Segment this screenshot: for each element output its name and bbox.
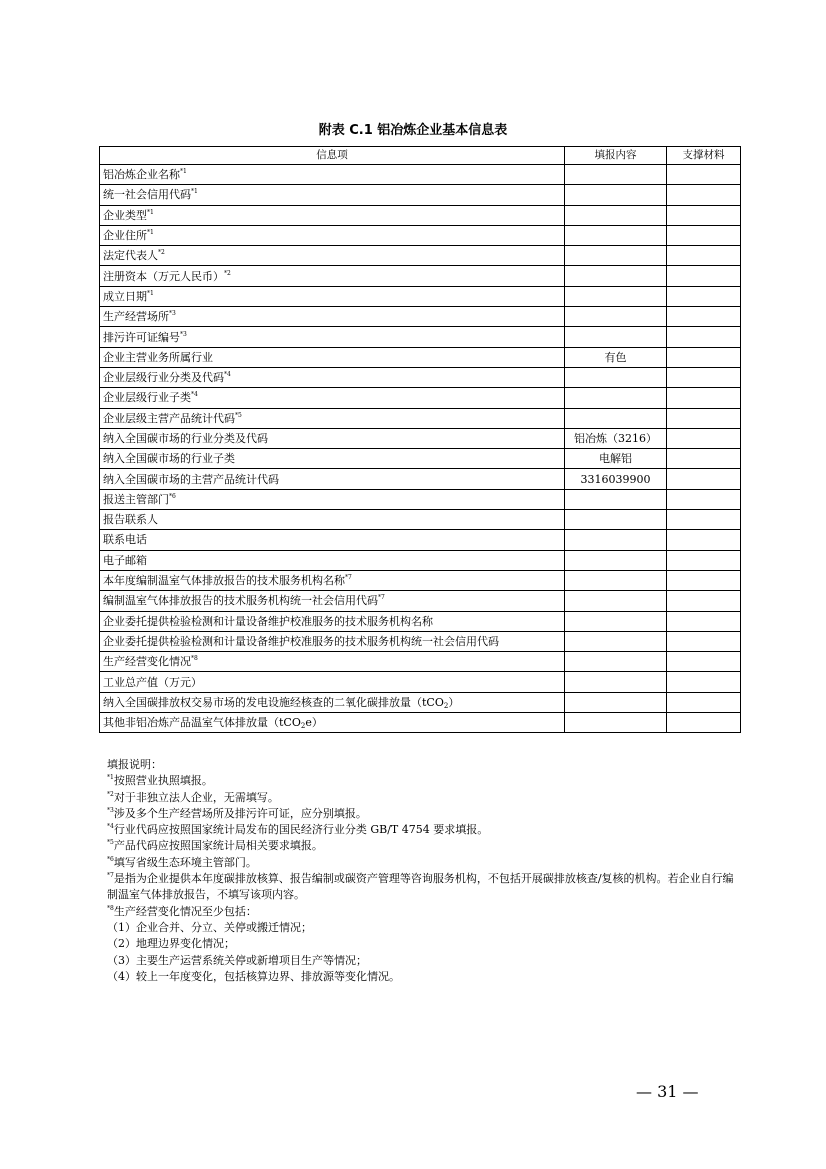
footnote-ref: *1 — [147, 289, 154, 297]
row-label: 工业总产值（万元） — [100, 672, 565, 692]
row-support[interactable] — [667, 469, 741, 489]
table-row — [100, 550, 741, 570]
note-item: $^{*5}$产品代码应按照国家统计局相关要求填报。 — [107, 839, 323, 853]
row-support[interactable] — [667, 286, 741, 306]
table-row — [100, 367, 741, 387]
footnote-ref: *3 — [180, 330, 187, 338]
table-row — [100, 530, 741, 550]
table-row — [100, 611, 741, 631]
row-support[interactable] — [667, 327, 741, 347]
row-value[interactable] — [565, 550, 667, 570]
footnote-ref: *1 — [147, 229, 154, 237]
notes-list — [107, 773, 735, 920]
row-support[interactable] — [667, 347, 741, 367]
row-value[interactable] — [565, 246, 667, 266]
row-support[interactable] — [667, 165, 741, 185]
footnote-ref: *2 — [158, 249, 165, 257]
row-support[interactable] — [667, 591, 741, 611]
table-row — [100, 205, 741, 225]
row-value[interactable] — [565, 225, 667, 245]
row-support[interactable] — [667, 510, 741, 530]
table-row — [100, 449, 741, 469]
table-row — [100, 489, 741, 509]
row-support[interactable] — [667, 246, 741, 266]
row-support[interactable] — [667, 225, 741, 245]
row-label: 企业层级行业子类$^{*4}$ — [100, 388, 565, 408]
row-value[interactable] — [565, 510, 667, 530]
row-label: 企业委托提供检验检测和计量设备维护校准服务的技术服务机构统一社会信用代码 — [100, 631, 565, 651]
footnote-ref: *1 — [191, 188, 198, 196]
row-value[interactable] — [565, 165, 667, 185]
footnote-ref: *3 — [169, 310, 176, 318]
row-value[interactable]: 3316039900 — [565, 469, 667, 489]
row-label: 报告联系人 — [100, 510, 565, 530]
footnote-ref: *1 — [147, 208, 154, 216]
footnote-ref: *4 — [191, 391, 198, 399]
footnote-ref: *7 — [345, 574, 352, 582]
note-sub-item: （3）主要生产运营系统关停或新增项目生产等情况； — [107, 953, 367, 967]
notes-sub-list — [107, 920, 735, 985]
table-row — [100, 428, 741, 448]
table-row — [100, 388, 741, 408]
row-value[interactable] — [565, 692, 667, 712]
note-item: $^{*4}$行业代码应按照国家统计局发布的国民经济行业分类 GB/T 4754 要求填报。 — [107, 823, 489, 837]
row-value[interactable] — [565, 408, 667, 428]
note-item: $^{*7}$是指为企业提供本年度碳排放核算、报告编制或碳资产管理等咨询服务机构，不包括开展碳排放核查/复核的机构。若企业自行编制温室气体排放报告，不填写该项内容。 — [107, 872, 734, 902]
row-label: 铝冶炼企业名称$^{*1}$ — [100, 165, 565, 185]
row-value[interactable] — [565, 570, 667, 590]
row-label: 纳入全国碳市场的主营产品统计代码 — [100, 469, 565, 489]
table-row — [100, 286, 741, 306]
footnote-ref: *4 — [224, 371, 231, 379]
row-label: 其他非铝冶炼产品温室气体排放量（tCO$_2$e） — [100, 713, 565, 733]
row-label: 成立日期$^{*1}$ — [100, 286, 565, 306]
row-label: 企业层级行业分类及代码$^{*4}$ — [100, 367, 565, 387]
table-row — [100, 510, 741, 530]
row-label: 电子邮箱 — [100, 550, 565, 570]
note-sub-item: （4）较上一年度变化，包括核算边界、排放源等变化情况。 — [107, 969, 400, 983]
note-sub-item: （1）企业合并、分立、关停或搬迁情况； — [107, 920, 312, 934]
row-support[interactable] — [667, 652, 741, 672]
row-value[interactable] — [565, 591, 667, 611]
row-support[interactable] — [667, 692, 741, 712]
footnote-ref: *8 — [191, 655, 198, 663]
row-label: 企业层级主营产品统计代码$^{*5}$ — [100, 408, 565, 428]
row-value[interactable] — [565, 266, 667, 286]
table-row — [100, 225, 741, 245]
row-value[interactable] — [565, 327, 667, 347]
row-value[interactable]: 有色 — [565, 347, 667, 367]
row-label: 纳入全国碳市场的行业子类 — [100, 449, 565, 469]
row-support[interactable] — [667, 388, 741, 408]
row-label: 企业委托提供检验检测和计量设备维护校准服务的技术服务机构名称 — [100, 611, 565, 631]
row-label: 企业住所$^{*1}$ — [100, 225, 565, 245]
row-support[interactable] — [667, 570, 741, 590]
page-number: — 31 — — [636, 1082, 699, 1101]
footnote-ref: *7 — [378, 594, 385, 602]
table-header-row — [100, 147, 741, 165]
row-value[interactable]: 电解铝 — [565, 449, 667, 469]
footnote-ref: *2 — [224, 269, 231, 277]
header-info-item: 信息项 — [100, 147, 565, 165]
row-value[interactable] — [565, 205, 667, 225]
row-label: 生产经营变化情况$^{*8}$ — [100, 652, 565, 672]
row-support[interactable] — [667, 713, 741, 733]
note-item: $^{*8}$生产经营变化情况至少包括： — [107, 904, 257, 918]
row-support[interactable] — [667, 631, 741, 651]
row-label: 纳入全国碳排放权交易市场的发电设施经核查的二氧化碳排放量（tCO$_2$） — [100, 692, 565, 712]
filling-notes — [107, 757, 735, 985]
table-row — [100, 327, 741, 347]
row-support[interactable] — [667, 185, 741, 205]
table-row — [100, 570, 741, 590]
table-row-other-emission — [100, 713, 741, 733]
row-support[interactable] — [667, 205, 741, 225]
row-support[interactable] — [667, 266, 741, 286]
row-support[interactable] — [667, 428, 741, 448]
table-row — [100, 246, 741, 266]
row-support[interactable] — [667, 449, 741, 469]
row-value[interactable] — [565, 631, 667, 651]
row-label: 企业主营业务所属行业 — [100, 347, 565, 367]
row-value[interactable] — [565, 307, 667, 327]
row-value[interactable] — [565, 672, 667, 692]
table-row — [100, 652, 741, 672]
row-value[interactable] — [565, 652, 667, 672]
table-row — [100, 307, 741, 327]
footnote-ref: *5 — [235, 411, 242, 419]
table-row — [100, 408, 741, 428]
table-row — [100, 672, 741, 692]
row-label: 排污许可证编号$^{*3}$ — [100, 327, 565, 347]
row-value[interactable] — [565, 388, 667, 408]
note-sub-item: （2）地理边界变化情况； — [107, 937, 235, 951]
row-support[interactable] — [667, 530, 741, 550]
row-value[interactable] — [565, 611, 667, 631]
header-supporting-material: 支撑材料 — [667, 147, 741, 165]
table-row — [100, 591, 741, 611]
row-label: 统一社会信用代码$^{*1}$ — [100, 185, 565, 205]
table-row-co2 — [100, 692, 741, 712]
row-support[interactable] — [667, 307, 741, 327]
table-row — [100, 631, 741, 651]
row-value[interactable] — [565, 530, 667, 550]
row-label: 法定代表人$^{*2}$ — [100, 246, 565, 266]
row-label: 本年度编制温室气体排放报告的技术服务机构名称$^{*7}$ — [100, 570, 565, 590]
table-title: 附表 C.1 铝冶炼企业基本信息表 — [318, 123, 508, 138]
table-row — [100, 185, 741, 205]
notes-heading: 填报说明： — [107, 758, 162, 771]
row-label: 生产经营场所$^{*3}$ — [100, 307, 565, 327]
footnote-ref: *1 — [180, 168, 187, 176]
row-label: 联系电话 — [100, 530, 565, 550]
footnote-ref: *6 — [169, 492, 176, 500]
row-label: 编制温室气体排放报告的技术服务机构统一社会信用代码$^{*7}$ — [100, 591, 565, 611]
note-item: $^{*6}$填写省级生态环境主管部门。 — [107, 855, 257, 869]
row-label: 纳入全国碳市场的行业分类及代码 — [100, 428, 565, 448]
row-value[interactable] — [565, 185, 667, 205]
row-support[interactable] — [667, 672, 741, 692]
header-fill-content: 填报内容 — [565, 147, 667, 165]
table-row — [100, 165, 741, 185]
row-label: 报送主管部门$^{*6}$ — [100, 489, 565, 509]
note-item: $^{*3}$涉及多个生产经营场所及排污许可证，应分别填报。 — [107, 806, 367, 820]
row-support[interactable] — [667, 367, 741, 387]
row-value[interactable] — [565, 713, 667, 733]
row-value[interactable]: 铝冶炼（3216） — [565, 428, 667, 448]
table-row — [100, 469, 741, 489]
enterprise-info-table — [99, 146, 741, 733]
row-value[interactable] — [565, 367, 667, 387]
table-row — [100, 266, 741, 286]
row-value[interactable] — [565, 286, 667, 306]
row-support[interactable] — [667, 489, 741, 509]
table-row — [100, 347, 741, 367]
row-value[interactable] — [565, 489, 667, 509]
row-support[interactable] — [667, 611, 741, 631]
row-support[interactable] — [667, 550, 741, 570]
row-label: 企业类型$^{*1}$ — [100, 205, 565, 225]
note-item: $^{*2}$对于非独立法人企业，无需填写。 — [107, 790, 279, 804]
row-label: 注册资本（万元人民币）$^{*2}$ — [100, 266, 565, 286]
note-item: $^{*1}$按照营业执照填报。 — [107, 774, 213, 788]
row-support[interactable] — [667, 408, 741, 428]
